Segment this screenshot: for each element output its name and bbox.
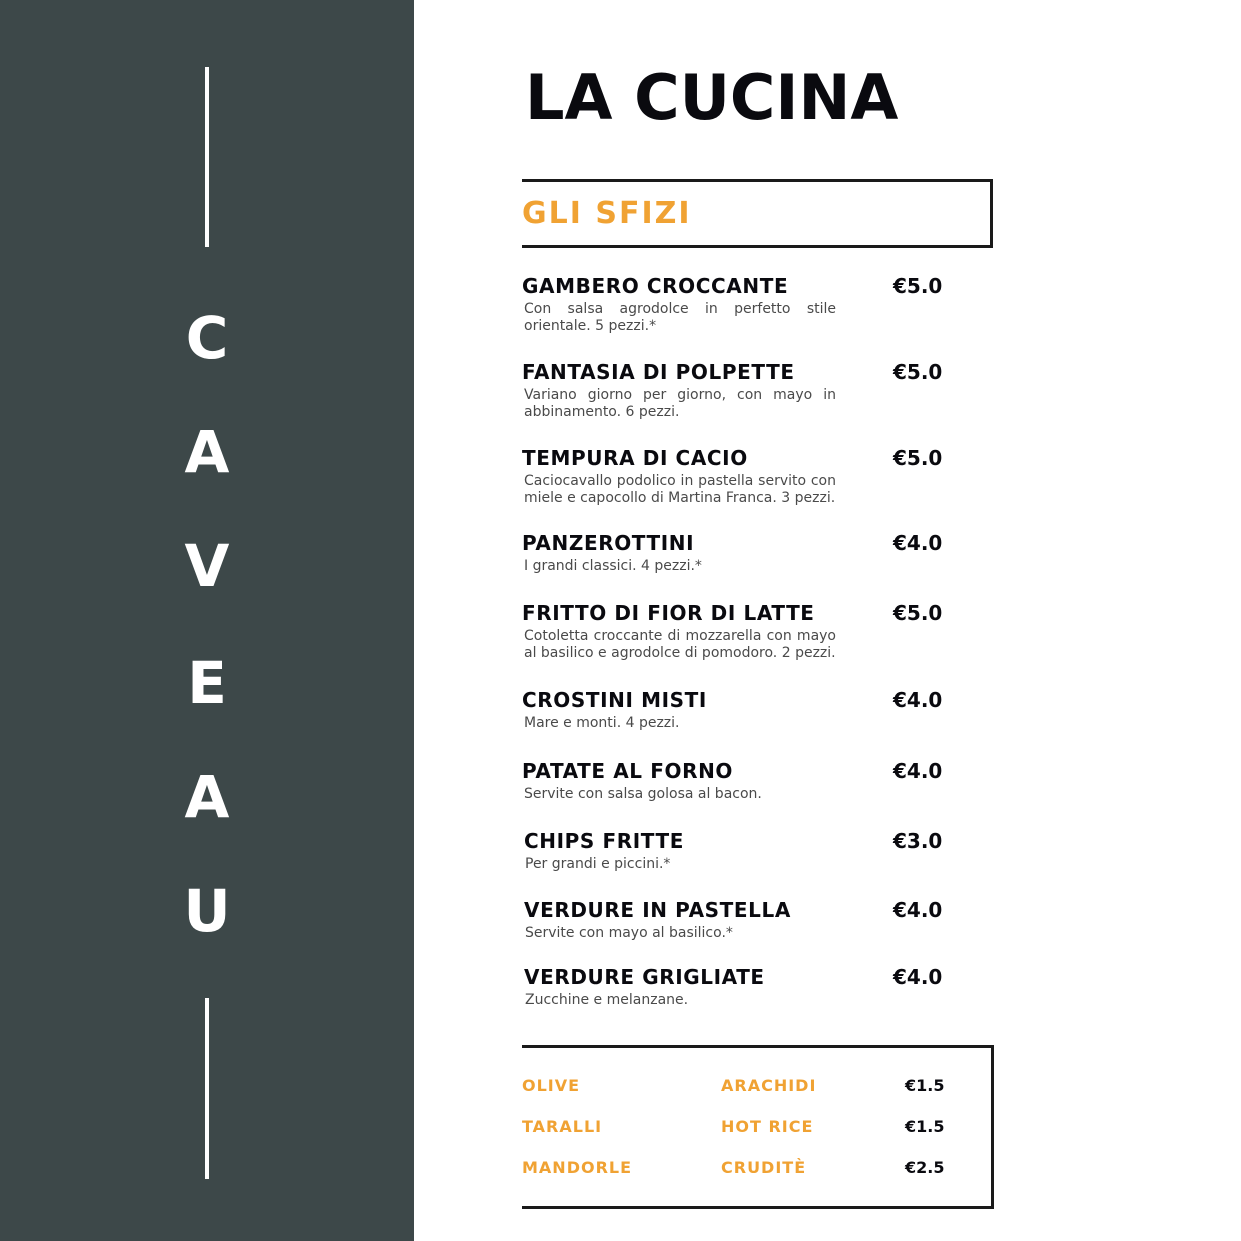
menu-item bbox=[522, 445, 952, 515]
snack-name: OLIVE bbox=[522, 1076, 581, 1095]
brand-letter-a2: A bbox=[184, 763, 230, 831]
item-description: Caciocavallo podolico in pastella servito con miele e capocollo di Martina Franca. 3 pezzi. bbox=[524, 473, 836, 506]
item-description: Per grandi e piccini.* bbox=[525, 856, 671, 872]
item-price: €5.0 bbox=[893, 360, 943, 384]
item-price: €4.0 bbox=[893, 898, 943, 922]
item-description: Cotoletta croccante di mozzarella con mayo al basilico e agrodolce di pomodoro. 2 pezzi. bbox=[524, 628, 836, 661]
snack-name: HOT RICE bbox=[721, 1117, 814, 1136]
menu-item bbox=[522, 530, 952, 582]
item-name: FRITTO DI FIOR DI LATTE bbox=[522, 601, 815, 625]
brand-letter-c: C bbox=[185, 304, 229, 372]
item-name: CROSTINI MISTI bbox=[522, 688, 707, 712]
snack-name: CRUDITÈ bbox=[721, 1158, 807, 1177]
item-name: VERDURE GRIGLIATE bbox=[524, 965, 765, 989]
item-name: PANZEROTTINI bbox=[522, 531, 695, 555]
menu-item bbox=[522, 273, 952, 343]
item-price: €4.0 bbox=[893, 688, 943, 712]
item-price: €4.0 bbox=[893, 531, 943, 555]
item-description: Servite con mayo al basilico.* bbox=[525, 925, 733, 941]
item-description: Zucchine e melanzane. bbox=[525, 992, 689, 1008]
snack-row bbox=[522, 1157, 991, 1181]
menu-title: LA CUCINA bbox=[525, 61, 899, 134]
snack-price: €2.5 bbox=[905, 1158, 945, 1177]
item-price: €4.0 bbox=[893, 759, 943, 783]
item-name: GAMBERO CROCCANTE bbox=[522, 274, 789, 298]
item-name: TEMPURA DI CACIO bbox=[522, 446, 748, 470]
snacks-box bbox=[522, 1045, 994, 1209]
item-name: VERDURE IN PASTELLA bbox=[524, 898, 791, 922]
sidebar-divider-bottom bbox=[205, 998, 209, 1179]
snack-row bbox=[522, 1075, 991, 1099]
menu-item bbox=[522, 359, 952, 429]
item-name: PATATE AL FORNO bbox=[522, 759, 734, 783]
menu-item bbox=[522, 758, 952, 810]
section-header-box bbox=[522, 179, 993, 248]
brand-letter-u: U bbox=[183, 877, 231, 945]
item-price: €3.0 bbox=[893, 829, 943, 853]
brand-letter-a: A bbox=[184, 418, 230, 486]
snack-name: TARALLI bbox=[522, 1117, 603, 1136]
snack-name: ARACHIDI bbox=[721, 1076, 817, 1095]
item-price: €5.0 bbox=[893, 446, 943, 470]
brand-letter-e: E bbox=[187, 649, 227, 717]
item-name: FANTASIA DI POLPETTE bbox=[522, 360, 795, 384]
menu-item bbox=[522, 964, 952, 1016]
snack-price: €1.5 bbox=[905, 1076, 945, 1095]
item-price: €5.0 bbox=[893, 601, 943, 625]
snack-price: €1.5 bbox=[905, 1117, 945, 1136]
item-price: €5.0 bbox=[893, 274, 943, 298]
item-description: I grandi classici. 4 pezzi.* bbox=[524, 558, 702, 574]
sidebar-divider-top bbox=[205, 67, 209, 247]
menu-item bbox=[522, 687, 952, 739]
menu-item bbox=[522, 828, 952, 880]
snack-row bbox=[522, 1116, 991, 1140]
item-description: Mare e monti. 4 pezzi. bbox=[524, 715, 680, 731]
snack-name: MANDORLE bbox=[522, 1158, 633, 1177]
item-description: Con salsa agrodolce in perfetto stile orientale. 5 pezzi.* bbox=[524, 301, 836, 334]
brand-letter-v: V bbox=[184, 532, 230, 600]
item-description: Variano giorno per giorno, con mayo in abbinamento. 6 pezzi. bbox=[524, 387, 836, 420]
item-name: CHIPS FRITTE bbox=[524, 829, 684, 853]
brand-sidebar bbox=[0, 0, 414, 1241]
menu-item bbox=[522, 897, 952, 949]
section-title: GLI SFIZI bbox=[522, 196, 692, 231]
item-price: €4.0 bbox=[893, 965, 943, 989]
item-description: Servite con salsa golosa al bacon. bbox=[524, 786, 762, 802]
menu-item bbox=[522, 600, 952, 670]
